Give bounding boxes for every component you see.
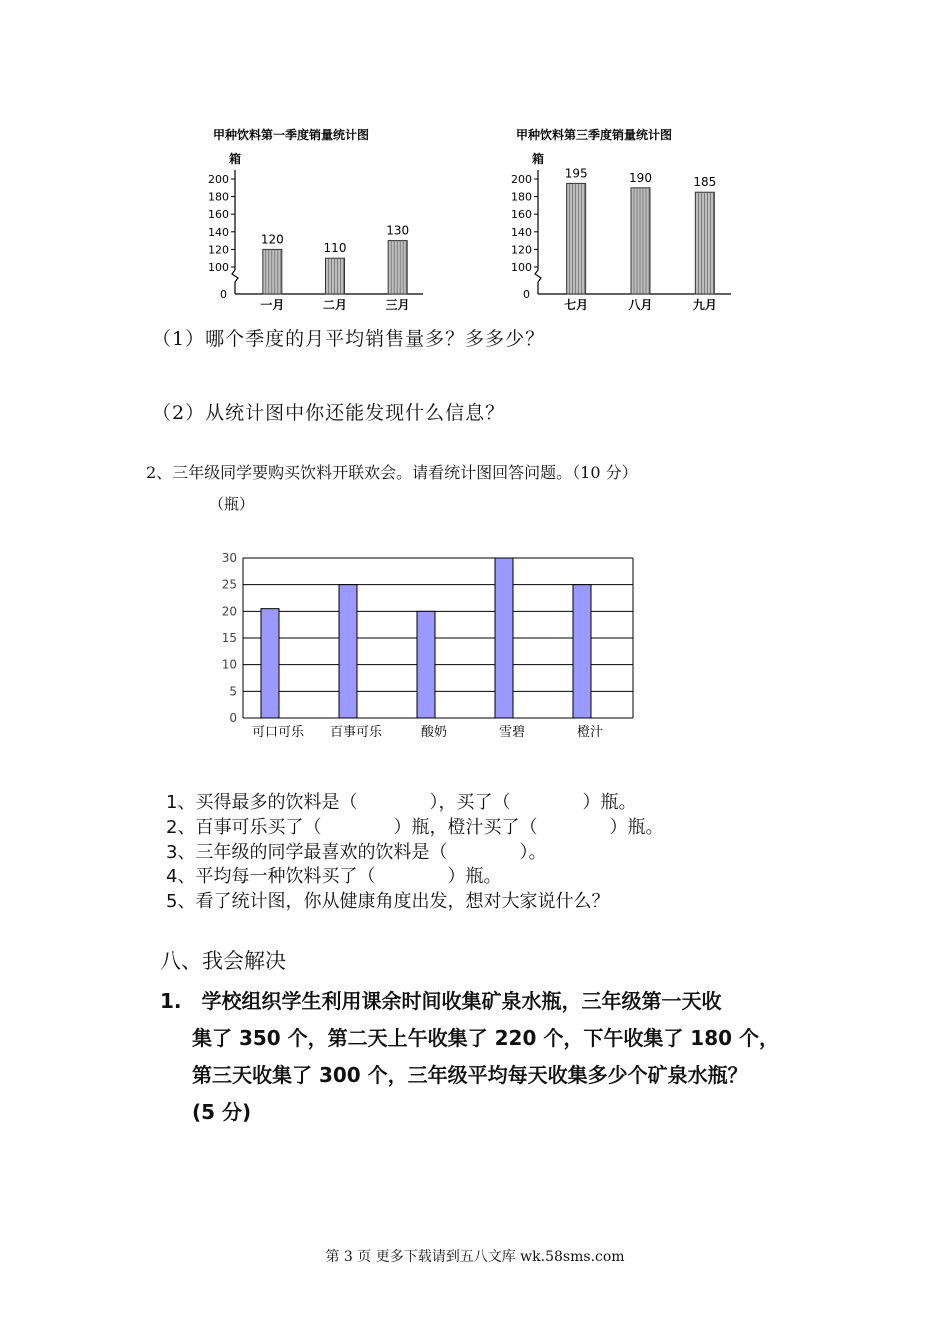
y-tick-label: 0 <box>523 288 530 301</box>
fill-item-2: 2、百事可乐买了（ ）瓶，橙汁买了（ ）瓶。 <box>166 817 664 838</box>
drinks-chart-svg <box>195 490 645 750</box>
x-tick-label: 一月 <box>260 298 285 312</box>
chart-title: 甲种饮料第一季度销量统计图 <box>213 128 370 142</box>
y-tick-label: 20 <box>221 604 237 619</box>
y-axis-unit: 箱 <box>229 152 242 166</box>
axis-break <box>232 270 238 282</box>
problem-line-1: 1. 学校组织学生利用课余时间收集矿泉水瓶，三年级第一天收 <box>160 989 722 1013</box>
bar-可口可乐 <box>261 609 279 718</box>
data-label: 185 <box>693 175 717 190</box>
y-tick-label: 180 <box>208 190 229 204</box>
bar-百事可乐 <box>339 585 357 718</box>
y-tick-label: 30 <box>221 551 237 565</box>
chart-title: 甲种饮料第三季度销量统计图 <box>516 128 673 142</box>
y-tick-label: 140 <box>511 225 532 239</box>
bar-橙汁 <box>573 585 591 718</box>
x-tick-label: 橙汁 <box>576 725 604 740</box>
page-footer: 第 3 页 更多下载请到五八文库 wk.58sms.com <box>325 1249 625 1265</box>
fill-item-3: 3、三年级的同学最喜欢的饮料是（ ）。 <box>166 842 547 863</box>
x-tick-label: 八月 <box>628 298 653 312</box>
y-tick-label: 10 <box>221 657 237 672</box>
y-tick-label: 140 <box>208 225 229 239</box>
section-2-title: 2、三年级同学要购买饮料开联欢会。请看统计图回答问题。（10 分） <box>146 463 638 482</box>
data-label: 130 <box>386 223 410 238</box>
problem-line-4: (5 分) <box>192 1100 252 1124</box>
y-tick-label: 25 <box>221 577 237 592</box>
x-tick-label: 可口可乐 <box>251 725 305 740</box>
y-tick-label: 15 <box>221 631 237 645</box>
q1-sales-chart <box>195 122 435 322</box>
fill-item-5: 5、看了统计图，你从健康角度出发，想对大家说什么？ <box>166 891 610 912</box>
y-tick-label: 180 <box>511 190 532 204</box>
y-axis-unit: 箱 <box>532 152 545 166</box>
y-tick-label: 120 <box>208 243 229 257</box>
data-label: 190 <box>629 170 652 185</box>
y-tick-label: 200 <box>208 173 229 186</box>
data-label: 195 <box>564 166 588 181</box>
section-8-title: 八、我会解决 <box>160 949 286 973</box>
question-2: （2）从统计图中你还能发现什么信息？ <box>152 402 506 424</box>
y-tick-label: 160 <box>511 208 532 222</box>
axis-break <box>535 270 541 282</box>
bar-雪碧 <box>495 558 513 718</box>
x-tick-label: 百事可乐 <box>329 725 383 740</box>
y-tick-label: 200 <box>511 173 532 186</box>
question-1: （1）哪个季度的月平均销售量多？多多少？ <box>152 328 546 350</box>
data-label: 120 <box>260 232 284 247</box>
x-tick-label: 七月 <box>564 298 589 312</box>
y-tick-label: 0 <box>220 288 227 301</box>
y-tick-label: 100 <box>208 261 229 274</box>
q3-sales-chart-svg <box>498 122 743 322</box>
y-axis-unit: （瓶） <box>209 495 255 513</box>
x-tick-label: 二月 <box>322 298 348 312</box>
x-tick-label: 九月 <box>692 298 717 312</box>
data-label: 110 <box>323 241 347 256</box>
x-tick-label: 雪碧 <box>498 725 526 740</box>
problem-line-2: 集了 350 个，第二天上午收集了 220 个，下午收集了 180 个， <box>192 1026 780 1050</box>
q3-sales-chart <box>498 122 743 322</box>
y-tick-label: 0 <box>229 711 237 725</box>
x-tick-label: 三月 <box>385 298 410 312</box>
problem-line-3: 第三天收集了 300 个，三年级平均每天收集多少个矿泉水瓶？ <box>192 1063 748 1087</box>
bar-酸奶 <box>417 611 435 718</box>
drinks-chart <box>195 490 645 750</box>
q1-sales-chart-svg <box>195 122 435 322</box>
y-tick-label: 120 <box>511 243 532 257</box>
fill-item-4: 4、平均每一种饮料买了（ ）瓶。 <box>166 866 502 887</box>
fill-item-1: 1、买得最多的饮料是（ ），买了（ ）瓶。 <box>166 792 637 813</box>
y-tick-label: 100 <box>511 261 532 274</box>
x-tick-label: 酸奶 <box>420 725 448 740</box>
y-tick-label: 160 <box>208 208 229 222</box>
y-tick-label: 5 <box>229 684 237 699</box>
